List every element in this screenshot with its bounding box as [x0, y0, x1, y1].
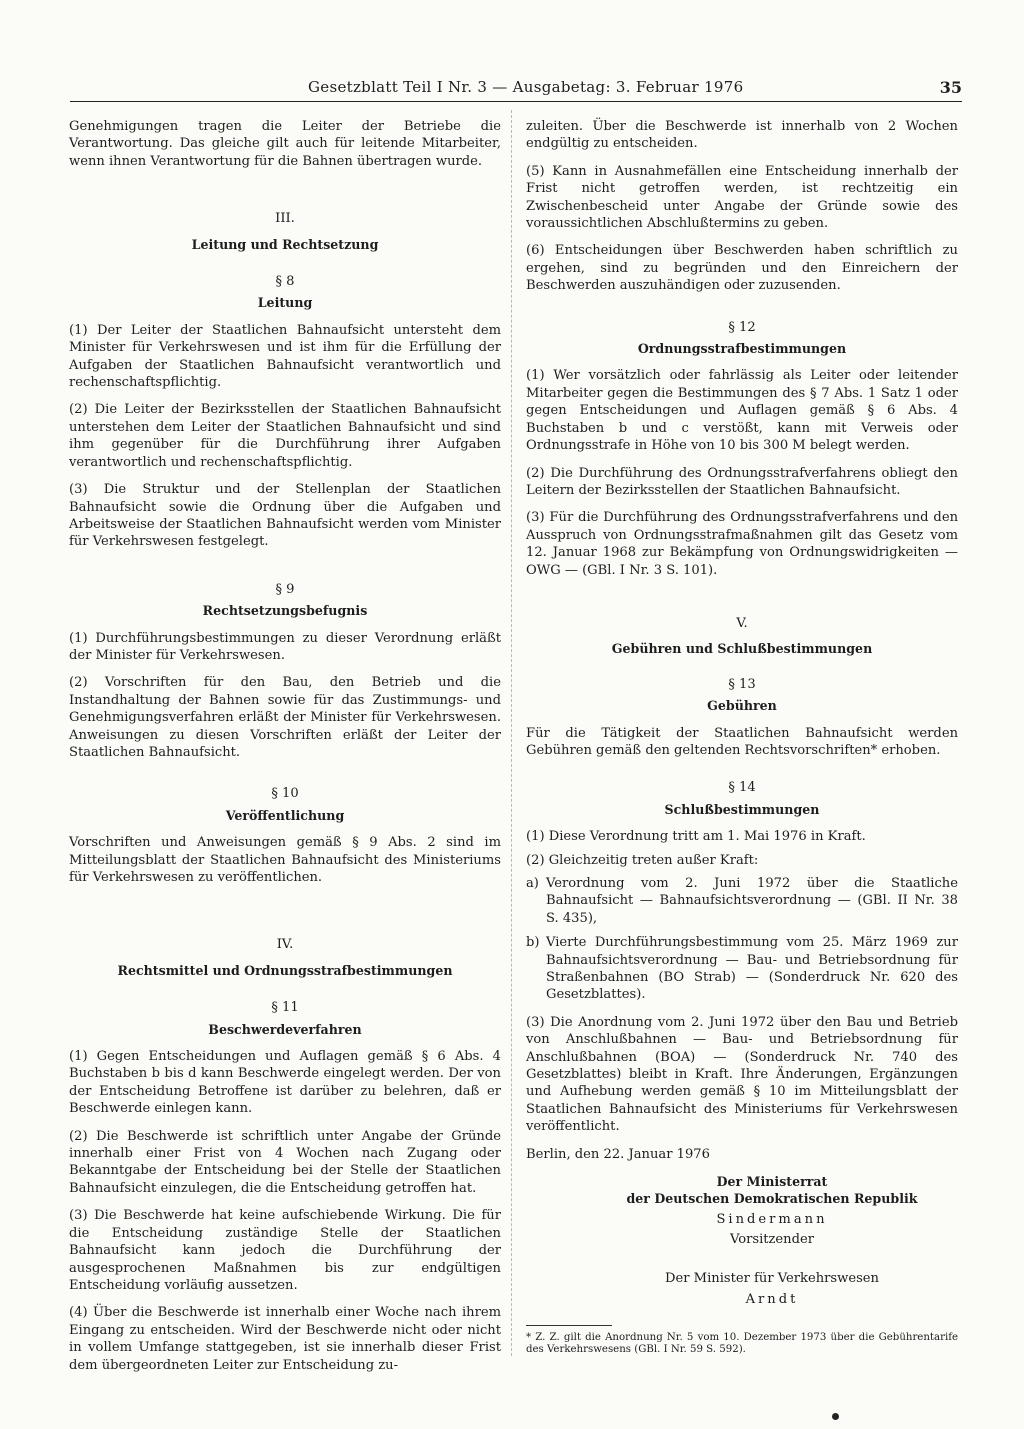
paragraph: (1) Diese Verordnung tritt am 1. Mai 1976 in Kraft.: [526, 829, 866, 845]
paragraph: (2) Die Beschwerde ist schriftlich unter Angabe der Gründe innerhalb einer Frist von 4 Wochen nach Zugang oder Bekanntgabe der Entscheidung bei der Stelle der Staatlichen Bahnaufsicht einzulegen, die die Entscheidung getroffen hat.: [69, 1128, 501, 1196]
header-title: Gesetzblatt Teil I Nr. 3 — Ausgabetag: 3. Februar 1976: [308, 78, 744, 96]
paragraph: (2) Die Durchführung des Ordnungsstrafverfahrens obliegt den Leitern der Bezirksstellen der Staatlichen Bahnaufsicht.: [526, 465, 958, 498]
page-number: 35: [939, 78, 962, 97]
signatory-role: Der Minister für Verkehrswesen: [665, 1270, 879, 1286]
place-date: Berlin, den 22. Januar 1976: [526, 1146, 710, 1162]
part-title: Leitung und Rechtsetzung: [191, 236, 379, 252]
section-title: Beschwerdeverfahren: [208, 1021, 362, 1037]
paragraph: (2) Vorschriften für den Bau, den Betrieb und die Instandhaltung der Bahnen sowie für das Zustimmungs- und Genehmigungsverfahren erläßt der Minister für Verkehrswesen. Anweisungen zu diesen Vorschriften erläßt der Leiter der Staatlichen Bahnaufsicht.: [69, 675, 501, 760]
section-number: § 9: [275, 581, 295, 597]
part-number: III.: [275, 211, 295, 227]
paragraph: Vorschriften und Anweisungen gemäß § 9 Abs. 2 sind im Mitteilungsblatt der Staatlichen Bahnaufsicht des Ministeriums für Verkehrswesen zu veröffentlichen.: [69, 835, 501, 885]
section-number: § 12: [728, 319, 756, 335]
signatory-name: Arndt: [745, 1292, 799, 1308]
section-title: Schlußbestimmungen: [664, 801, 820, 817]
left-column: [69, 118, 501, 1384]
part-number: V.: [736, 615, 748, 631]
section-number: § 13: [728, 676, 756, 692]
section-title: Gebühren: [707, 698, 777, 714]
list-letter: a): [526, 876, 539, 891]
signatory-name: Sindermann: [716, 1212, 828, 1228]
paragraph: (1) Durchführungsbestimmungen zu dieser Verordnung erläßt der Minister für Verkehrswesen.: [69, 630, 501, 663]
paragraph: (1) Wer vorsätzlich oder fahrlässig als Leiter oder leitender Mitarbeiter gegen die Bestimmungen des § 7 Abs. 1 Satz 1 oder gegen Entscheidungen und Auflagen gemäß § 6 Abs. 4 Buchstaben b und c verstößt, kann mit Verweis oder Ordnungsstrafe in Höhe von 10 bis 300 M belegt werden.: [526, 368, 958, 454]
signature-org: der Deutschen Demokratischen Republik: [626, 1191, 918, 1207]
paragraph: (6) Entscheidungen über Beschwerden haben schriftlich zu ergehen, sind zu begründen und den Einreichern der Beschwerden auszuhändigen oder zuzusenden.: [526, 243, 958, 294]
section-number: § 14: [728, 780, 756, 796]
section-number: § 11: [271, 1000, 299, 1016]
paragraph: (2) Die Leiter der Bezirksstellen der Staatlichen Bahnaufsicht unterstehen dem Leiter der Staatlichen Bahnaufsicht und sind ihm gegenüber für die Durchführung ihrer Aufgaben verantwortlich und rechenschaftspflichtig.: [69, 402, 501, 470]
signature-org: Der Ministerrat: [716, 1174, 828, 1190]
footnote: * Z. Z. gilt die Anordnung Nr. 5 vom 10. Dezember 1973 über die Gebührentarife des Verkehrswesens (GBl. I Nr. 59 S. 592).: [526, 1331, 958, 1356]
part-number: IV.: [276, 937, 294, 953]
paragraph: (1) Der Leiter der Staatlichen Bahnaufsicht untersteht dem Minister für Verkehrswesen und ist ihm für die Erfüllung der Aufgaben der Staatlichen Bahnaufsicht verantwortlich und rechenschaftspflichtig.: [69, 322, 501, 391]
list-letter: b): [526, 935, 540, 951]
paragraph: (5) Kann in Ausnahmefällen eine Entscheidung innerhalb der Frist nicht getroffen werden, ist rechtzeitig ein Zwischenbescheid unter Angabe der Gründe sowie des voraussichtlichen Abschlußtermins zu geben.: [526, 163, 958, 232]
paragraph: (1) Gegen Entscheidungen und Auflagen gemäß § 6 Abs. 4 Buchstaben b bis d kann Beschwerde eingelegt werden. Der von der Entscheidung Betroffene ist darüber zu belehren, daß er Beschwerde einlegen kann.: [69, 1049, 501, 1117]
list-item: [526, 934, 958, 1004]
section-title: Veröffentlichung: [225, 807, 345, 823]
ink-dot: [832, 1413, 839, 1420]
list-item: [526, 875, 958, 927]
section-title: Rechtsetzungsbefugnis: [202, 603, 368, 619]
column-divider: [511, 110, 512, 1356]
list-text: Verordnung vom 2. Juni 1972 über die Staatliche Bahnaufsicht — Bahnaufsichtsverordnung — (GBl. II Nr. 38 S. 435),: [546, 876, 958, 926]
paragraph: (2) Gleichzeitig treten außer Kraft:: [526, 852, 759, 868]
paragraph: (3) Die Beschwerde hat keine aufschiebende Wirkung. Die für die Entscheidung zuständige Stelle der Staatlichen Bahnaufsicht kann jedoch die Durchführung der ausgesprochenen Maßnahmen bis zur endgültigen Entscheidung vorläufig aussetzen.: [69, 1208, 501, 1293]
part-title: Rechtsmittel und Ordnungsstrafbestimmungen: [117, 962, 453, 978]
section-number: § 10: [271, 786, 299, 802]
paragraph: (3) Für die Durchführung des Ordnungsstrafverfahrens und den Ausspruch von Ordnungsstrafmaßnahmen gilt das Gesetz vom 12. Januar 1968 zur Bekämpfung von Ordnungswidrigkeiten — OWG — (GBl. I Nr. 3 S. 101).: [526, 510, 958, 578]
page-header: [70, 78, 962, 102]
header-rule: [70, 101, 962, 102]
paragraph: (3) Die Anordnung vom 2. Juni 1972 über den Bau und Betrieb von Anschlußbahnen — Bau- und Betriebsordnung für Anschlußbahnen (BOA) — (Sonderdruck Nr. 740 des Gesetzblattes) bleibt in Kraft. Ihre Änderungen, Ergänzungen und Aufhebung werden gemäß § 10 im Mitteilungsblatt der Staatlichen Bahnaufsicht des Ministeriums für Verkehrswesen veröffentlicht.: [526, 1014, 958, 1135]
section-title: Ordnungsstrafbestimmungen: [637, 341, 847, 357]
section-number: § 8: [275, 274, 295, 290]
paragraph: Für die Tätigkeit der Staatlichen Bahnaufsicht werden Gebühren gemäß den geltenden Rechtsvorschriften* erhoben.: [526, 725, 958, 758]
paragraph: (3) Die Struktur und der Stellenplan der Staatlichen Bahnaufsicht sowie die Ordnung über die Aufgaben und Arbeitsweise der Staatlichen Bahnaufsicht werden vom Minister für Verkehrswesen festgelegt.: [69, 482, 501, 550]
right-column: [526, 118, 958, 1357]
part-title: Gebühren und Schlußbestimmungen: [611, 641, 873, 657]
signature-block: [586, 1173, 958, 1309]
continued-paragraph: zuleiten. Über die Beschwerde ist innerhalb von 2 Wochen endgültig zu entscheiden.: [526, 119, 958, 152]
list-text: Vierte Durchführungsbestimmung vom 25. März 1969 zur Bahnaufsichtsverordnung — Bau- und Betriebsordnung für Straßenbahnen (BO Strab) — (Sonderdruck Nr. 620 des Gesetzblattes).: [546, 935, 958, 1003]
paragraph: (4) Über die Beschwerde ist innerhalb einer Woche nach ihrem Eingang zu entscheiden. Wird der Beschwerde nicht oder nicht in vollem Umfange stattgegeben, ist sie innerhalb dieser Frist dem übergeordneten Leiter zur Entscheidung zu-: [69, 1305, 501, 1373]
section-title: Leitung: [257, 295, 313, 311]
signatory-role: Vorsitzender: [729, 1231, 815, 1247]
footnote-rule: [526, 1325, 612, 1326]
intro-paragraph: Genehmigungen tragen die Leiter der Betriebe die Verantwortung. Das gleiche gilt auch für leitende Mitarbeiter, wenn ihnen Verantwortung für die Bahnen übertragen wurde.: [69, 119, 501, 169]
